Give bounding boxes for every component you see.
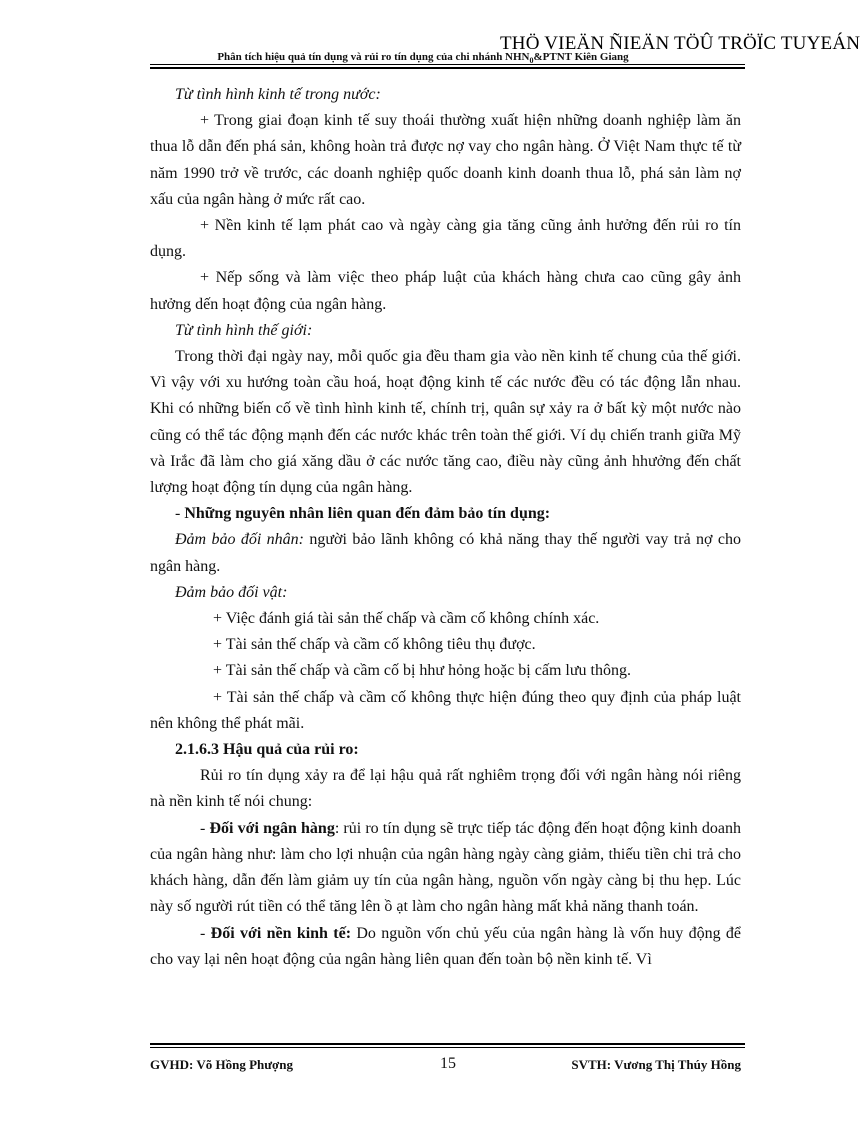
bold-lead: Đối với ngân hàng xyxy=(209,819,335,837)
subheading-world: Từ tình hình thế giới: xyxy=(175,321,313,339)
bold-lead: Những nguyên nhân liên quan đến đảm bảo tín dụng: xyxy=(184,505,551,523)
header-title-subscript: 0 xyxy=(529,56,534,66)
paragraph-guarantee-person xyxy=(150,527,741,579)
dash: - xyxy=(200,924,211,942)
watermark-text: THÖ VIEÄN ÑIEÄN TÖÛ TRÖÏC TUYEÁN xyxy=(500,33,860,54)
header-title: Phân tích hiệu quả tín dụng và rủi ro tín dụng của chi nhánh NHN xyxy=(217,51,530,63)
footer-rule-thin xyxy=(150,1047,745,1048)
paragraph-text: : rủi ro tín dụng sẽ trực tiếp tác động đến hoạt động kinh doanh của ngân hàng như: làm cho lợi nhuận của ngân hàng ngày càng giảm, thiếu tiền chi trả cho khách hàng, dẫn đến làm giảm uy tín của ngân hàng, nguồn vốn ngày càng bị thu hẹp. Lúc này số người rút tiền có thể tăng lên ồ ạt làm cho ngân hàng mất khả năng thanh toán. xyxy=(150,819,742,916)
paragraph: + Nếp sống và làm việc theo pháp luật của khách hàng chưa cao cũng gây ảnh hưởng dến hoạt động của ngân hàng. xyxy=(150,269,741,313)
paragraph-text: Do nguồn vốn chủ yếu của ngân hàng là vốn huy động để cho vay lại nên hoạt động của ngân hàng liên quan đến toàn bộ nền kinh tế. Vì xyxy=(150,924,742,968)
italic-lead: Đảm bảo đối nhân: xyxy=(175,531,305,549)
bold-lead: Đối với nền kinh tế: xyxy=(210,924,352,942)
page-footer xyxy=(150,1055,745,1077)
header-rule-thin xyxy=(150,64,745,65)
paragraph-banks xyxy=(150,816,741,921)
dash: - xyxy=(175,505,185,523)
page-number: 15 xyxy=(440,1055,456,1072)
paragraph: + Trong giai đoạn kinh tế suy thoái thường xuất hiện những doanh nghiệp làm ăn thua lỗ dẫn đến phá sản, không hoàn trả được nợ vay cho ngân hàng. Ở Việt Nam thực tế từ năm 1990 trở về trước, các doanh nghiệp quốc doanh kinh doanh thua lỗ, phá sản làm nợ xấu của ngân hàng ở mức rất cao. xyxy=(150,112,741,208)
list-item: + Tài sản thế chấp và cầm cố không tiêu thụ được. xyxy=(213,636,536,654)
dash: - xyxy=(200,819,210,837)
list-item: + Việc đánh giá tài sản thế chấp và cầm cố không chính xác. xyxy=(213,610,600,628)
list-item: + Tài sản thế chấp và cầm cố không thực hiện đúng theo quy định của pháp luật nên không thể phát mãi. xyxy=(150,688,741,732)
page-body xyxy=(150,82,741,973)
subheading-guarantee-asset: Đảm bảo đối vật: xyxy=(175,583,288,601)
header-title-tail: &PTNT Kiên Giang xyxy=(533,51,629,63)
paragraph: + Nền kinh tế lạm phát cao và ngày càng gia tăng cũng ảnh hưởng đến rủi ro tín dụng. xyxy=(150,217,741,261)
paragraph-causes xyxy=(150,501,741,527)
list-item: + Tài sản thế chấp và cầm cố bị hhư hỏng hoặc bị cấm lưu thông. xyxy=(213,662,631,680)
header-rule-thick xyxy=(150,67,745,69)
subheading-domestic: Từ tình hình kinh tế trong nước: xyxy=(175,86,381,103)
paragraph: Trong thời đại ngày nay, mỗi quốc gia đều tham gia vào nền kinh tế chung của thế giới. Vì vậy với xu hướng toàn cầu hoá, hoạt động kinh tế các nước đều có tác động lẫn nhau. Khi có những biến cố về tình hình kinh tế, chính trị, quân sự xảy ra ở bất kỳ một nước nào cũng có thể tác động mạnh đến các nước khác trên toàn thế giới. Ví dụ chiến tranh giữa Mỹ và Irắc đã làm cho giá xăng dầu ở các nước tăng cao, điều này cũng ảnh hhưởng đến chất lượng hoạt động tín dụng của ngân hàng. xyxy=(150,348,741,497)
paragraph-economy xyxy=(150,921,741,973)
footer-student: SVTH: Vương Thị Thúy Hồng xyxy=(571,1057,741,1072)
footer-advisor: GVHD: Võ Hồng Phượng xyxy=(150,1057,293,1072)
paragraph-text: người bảo lãnh không có khả năng thay thế người vay trả nợ cho ngân hàng. xyxy=(150,531,741,575)
footer-rule-thick xyxy=(150,1043,745,1045)
section-heading: 2.1.6.3 Hậu quả của rủi ro: xyxy=(175,741,359,759)
paragraph: Rủi ro tín dụng xảy ra để lại hậu quả rất nghiêm trọng đối với ngân hàng nói riêng nà nền kinh tế nói chung: xyxy=(150,767,741,811)
